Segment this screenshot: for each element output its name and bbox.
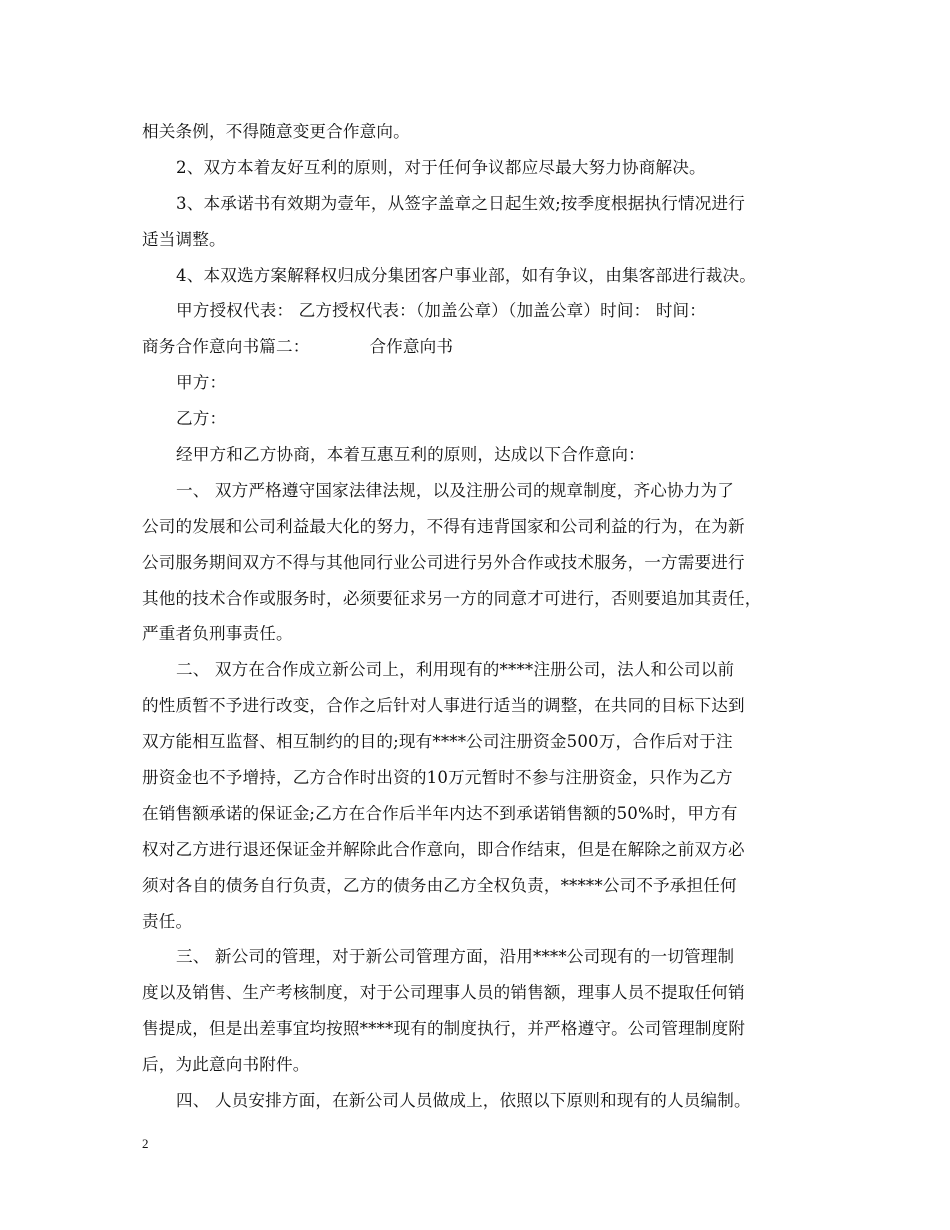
party-a-label: 甲方： [176, 373, 227, 393]
text-line: 售提成，但是出差事宜均按照****现有的制度执行，并严格遵守。公司管理制度附 [142, 1019, 746, 1039]
text-line: 3、本承诺书有效期为壹年，从签字盖章之日起生效;按季度根据执行情况进行 [176, 193, 745, 213]
document-title: 合作意向书 [369, 337, 454, 357]
text-line: 严重者负刑事责任。 [142, 624, 293, 644]
text-line: 四、 人员安排方面，在新公司人员做成上，依照以下原则和现有的人员编制。 [176, 1091, 751, 1111]
text-line: 适当调整。 [142, 229, 226, 249]
text-line: 责任。 [142, 911, 193, 931]
text-line: 双方能相互监督、相互制约的目的;现有****公司注册资金500万，合作后对于注 [142, 732, 733, 752]
signature-line: 甲方授权代表： 乙方授权代表：（加盖公章）（加盖公章）时间： 时间： [176, 301, 707, 321]
text-line: 2、双方本着友好互利的原则，对于任何争议都应尽最大努力协商解决。 [176, 157, 706, 177]
document-body [142, 114, 814, 1119]
text-line: 须对各自的债务自行负责，乙方的债务由乙方全权负责，*****公司不予承担任何 [142, 875, 737, 895]
text-line: 相关条例，不得随意变更合作意向。 [142, 122, 410, 141]
text-line: 的性质暂不予进行改变，合作之后针对人事进行适当的调整，在共同的目标下达到 [142, 696, 745, 716]
text-line: 二、 双方在合作成立新公司上，利用现有的****注册公司，法人和公司以前 [176, 660, 735, 680]
text-line: 经甲方和乙方协商，本着互惠互利的原则，达成以下合作意向： [176, 445, 645, 465]
page-number: 2 [142, 1136, 149, 1151]
party-b-label: 乙方： [176, 409, 227, 429]
text-line: 公司的发展和公司利益最大化的努力，不得有违背国家和公司利益的行为，在为新 [142, 516, 745, 536]
text-line: 后，为此意向书附件。 [142, 1055, 310, 1075]
text-line: 度以及销售、生产考核制度，对于公司理事人员的销售额，理事人员不提取任何销 [142, 983, 745, 1003]
section-heading-line [142, 329, 814, 365]
text-line: 公司服务期间双方不得与其他同行业公司进行另外合作或技术服务，一方需要进行 [142, 552, 745, 572]
text-line: 其他的技术合作或服务时，必须要征求另一方的同意才可进行，否则要追加其责任， [142, 588, 762, 608]
section-heading: 商务合作意向书篇二： [142, 337, 310, 357]
text-line: 三、 新公司的管理，对于新公司管理方面，沿用****公司现有的一切管理制 [176, 947, 735, 967]
text-line: 在销售额承诺的保证金;乙方在合作后半年内达不到承诺销售额的50%时，甲方有 [142, 803, 738, 823]
text-line: 权对乙方进行退还保证金并解除此合作意向，即合作结束，但是在解除之前双方必 [142, 839, 745, 859]
text-line: 一、 双方严格遵守国家法律法规，以及注册公司的规章制度，齐心协力为了 [176, 480, 734, 500]
text-line: 册资金也不予增持，乙方合作时出资的10万元暂时不参与注册资金，只作为乙方 [142, 768, 733, 788]
text-line: 4、本双选方案解释权归成分集团客户事业部，如有争议，由集客部进行裁决。 [176, 265, 756, 285]
